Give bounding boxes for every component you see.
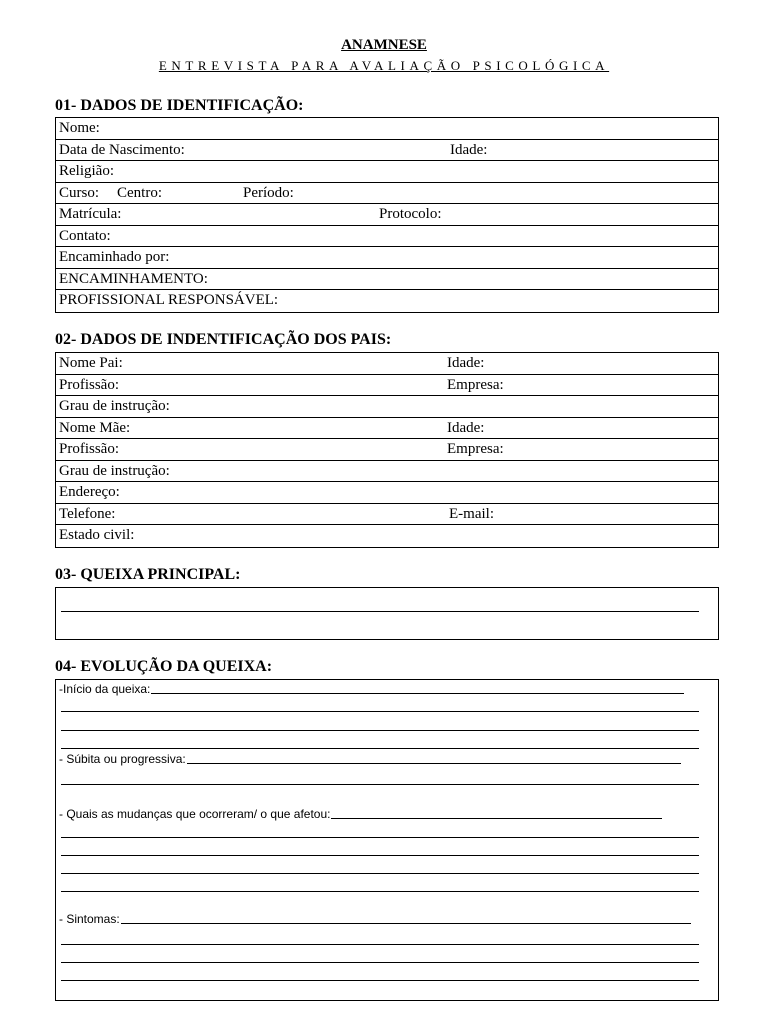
label-contato: Contato:: [59, 227, 111, 244]
queixa-principal-box[interactable]: [55, 587, 719, 640]
writing-line: [61, 980, 699, 981]
row-religiao[interactable]: [56, 161, 718, 183]
label-protocolo: Protocolo:: [379, 206, 442, 222]
label-matricula: Matrícula:: [59, 206, 122, 222]
evolucao-queixa-box[interactable]: [55, 679, 719, 1001]
row-grau-mae[interactable]: [56, 461, 718, 483]
row-data-nascimento[interactable]: [56, 140, 718, 162]
label-inicio-queixa: -Início da queixa:: [59, 682, 151, 696]
label-sintomas: - Sintomas:: [59, 912, 120, 926]
label-mudancas: - Quais as mudanças que ocorreram/ o que afetou:: [59, 807, 331, 821]
row-encaminhamento[interactable]: [56, 269, 718, 291]
sintomas-fill: [121, 923, 691, 924]
row-curso[interactable]: [56, 183, 718, 205]
label-idade: Idade:: [450, 141, 488, 158]
label-estado-civil: Estado civil:: [59, 527, 135, 543]
label-data-nascimento: Data de Nascimento:: [59, 141, 185, 158]
label-idade-pai: Idade:: [447, 355, 485, 371]
label-profissao-mae: Profissão:: [59, 441, 119, 457]
row-profissao-mae[interactable]: [56, 439, 718, 461]
label-empresa-mae: Empresa:: [447, 441, 504, 457]
parents-table: [55, 352, 719, 548]
inicio-queixa-fill: [151, 693, 684, 694]
label-periodo: Período:: [243, 184, 294, 201]
form-subtitle: ENTREVISTA PARA AVALIAÇÃO PSICOLÓGICA: [158, 58, 610, 73]
label-religiao: Religião:: [59, 163, 114, 179]
label-idade-mae: Idade:: [447, 419, 485, 436]
row-profissao-pai[interactable]: [56, 375, 718, 397]
writing-line: [61, 873, 699, 874]
row-nome-pai[interactable]: [56, 353, 718, 375]
label-subita: - Súbita ou progressiva:: [59, 752, 186, 766]
row-endereco[interactable]: [56, 482, 718, 504]
row-nome-mae[interactable]: [56, 418, 718, 440]
inicio-queixa-field[interactable]: [59, 682, 684, 696]
row-nome[interactable]: [56, 118, 718, 140]
section-3-heading: 03- QUEIXA PRINCIPAL:: [55, 566, 241, 583]
writing-line: [61, 891, 699, 892]
row-grau-pai[interactable]: [56, 396, 718, 418]
label-curso: Curso:: [59, 184, 100, 201]
writing-line: [61, 855, 699, 856]
writing-line: [61, 962, 699, 963]
writing-line: [61, 711, 699, 712]
label-nome: Nome:: [59, 120, 100, 136]
row-profissional[interactable]: [56, 290, 718, 312]
row-matricula[interactable]: [56, 204, 718, 226]
row-encaminhado-por[interactable]: [56, 247, 718, 269]
label-grau-mae: Grau de instrução:: [59, 462, 170, 479]
label-nome-mae: Nome Mãe:: [59, 419, 131, 436]
writing-line: [61, 748, 699, 749]
label-email: E-mail:: [449, 505, 494, 522]
label-empresa-pai: Empresa:: [447, 376, 504, 393]
row-estado-civil[interactable]: [56, 525, 718, 547]
writing-line: [61, 944, 699, 945]
label-telefone: Telefone:: [59, 505, 116, 522]
form-title: ANAMNESE: [341, 37, 427, 53]
label-nome-pai: Nome Pai:: [59, 355, 123, 371]
label-encaminhamento: ENCAMINHAMENTO:: [59, 270, 208, 287]
mudancas-fill: [331, 818, 662, 819]
mudancas-field[interactable]: [59, 807, 662, 821]
label-grau-pai: Grau de instrução:: [59, 398, 170, 414]
label-centro: Centro:: [117, 184, 162, 201]
label-profissao-pai: Profissão:: [59, 376, 119, 393]
writing-line: [61, 611, 699, 612]
subita-fill: [187, 763, 681, 764]
sintomas-field[interactable]: [59, 912, 691, 926]
writing-line: [61, 784, 699, 785]
section-1-heading: 01- DADOS DE IDENTIFICAÇÃO:: [55, 97, 304, 114]
section-4-heading: 04- EVOLUÇÃO DA QUEIXA:: [55, 658, 273, 675]
label-profissional: PROFISSIONAL RESPONSÁVEL:: [59, 292, 279, 308]
identification-table: [55, 117, 719, 313]
writing-line: [61, 730, 699, 731]
section-2-heading: 02- DADOS DE INDENTIFICAÇÃO DOS PAIS:: [55, 331, 392, 348]
row-contato[interactable]: [56, 226, 718, 248]
subita-field[interactable]: [59, 752, 681, 766]
label-endereco: Endereço:: [59, 484, 120, 500]
row-telefone[interactable]: [56, 504, 718, 526]
writing-line: [61, 837, 699, 838]
label-encaminhado-por: Encaminhado por:: [59, 249, 170, 265]
